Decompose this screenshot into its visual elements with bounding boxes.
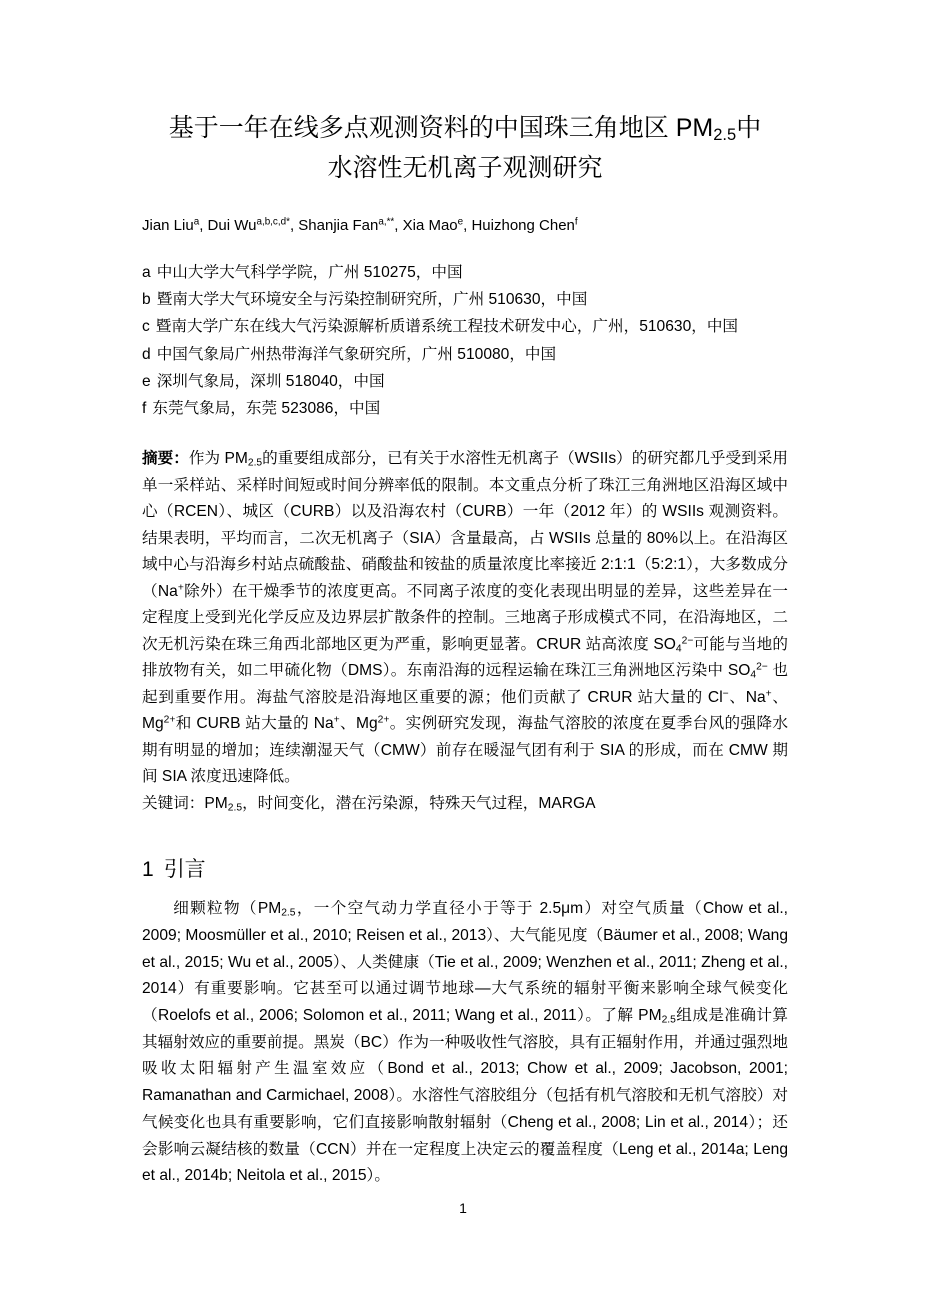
superscript: + bbox=[177, 582, 184, 594]
text-run: 、Na bbox=[728, 688, 766, 706]
subscript: 2.5 bbox=[281, 907, 296, 919]
superscript: a,** bbox=[378, 216, 395, 228]
affiliation-text: 深圳气象局，深圳 518040，中国 bbox=[156, 372, 385, 390]
affiliation-a bbox=[142, 259, 788, 286]
page-number: 1 bbox=[459, 1200, 467, 1216]
keywords-line bbox=[142, 791, 788, 818]
author-list bbox=[142, 215, 788, 237]
title-line-2: 水溶性无机离子观测研究 bbox=[327, 154, 603, 182]
text-run: 可能与当地的排放物有关，如二甲硫化物（DMS）。东南沿海的远程运输在珠江三角洲地区污染中 SO bbox=[142, 635, 788, 680]
superscript: a,b,c,d* bbox=[256, 216, 290, 228]
text-run: 除外）在干燥季节的浓度更高。不同离子浓度的变化表现出明显的差异，这些差异在一定程度上受到光化学反应及边界层扩散条件的控制。三地离子形成模式不同，在沿海地区，二次无机污染在珠三角西北部地区更为严重，影响更显著。CRUR 站高浓度 SO bbox=[142, 582, 788, 653]
affiliation-c bbox=[142, 313, 788, 340]
superscript: a bbox=[193, 216, 200, 228]
text-run: 也起到重要作用。海盐气溶胶是沿海地区重要的源；他们贡献了 CRUR 站大量的 Cl bbox=[142, 662, 788, 706]
superscript: + bbox=[765, 688, 772, 700]
title-line-1 bbox=[142, 108, 788, 148]
affiliation-label: b bbox=[142, 291, 151, 309]
superscript: − bbox=[722, 688, 729, 700]
section-heading bbox=[142, 855, 788, 885]
affiliation-label: e bbox=[142, 372, 151, 390]
subscript: 4 bbox=[675, 643, 682, 655]
text-run: 的重要组成部分，已有关于水溶性无机离子（WSIIs）的研究都几乎受到采用单一采样站、采样时间短或时间分辨率低的限制。本文重点分析了珠江三角洲地区沿海区域中心（RCEN）、城区（CURB）以及沿海农村（CURB）一年（2012 年）的 WSIIs 观测资料。结果表明，平均而言，二次无机离子（SIA）含量最高，占 WSIIs 总量的 80%以上。在沿海区域中心与沿海乡村站点硫酸盐、硝酸盐和铵盐的质量浓度比率接近 2:1:1（5:2:1），大多数成分（Na bbox=[142, 450, 788, 600]
text-run: ，一个空气动力学直径小于等于 2.5μm）对空气质量（Chow et al., 2009; Moosmüller et al., 2010; Reisen et al., 2013）、大气能见度（Bäumer et al., 2008; Wang et al., 2015; Wu et al., 2005）、人类健康（Tie et al., 2009; Wenzhen et al., 2011; Zheng et al., 2014）有重要影响。它甚至可以通过调节地球—大气系统的辐射平衡来影响全球气候变化（Roelofs et al., 2006; Solomon et al., 2011; Wang et al., 2011）。了解 PM bbox=[142, 900, 789, 1025]
affiliation-label: f bbox=[142, 400, 147, 418]
text-run: ，时间变化，潜在污染源，特殊天气过程，MARGA bbox=[242, 794, 596, 812]
text-run: , Huizhong Chen bbox=[463, 217, 575, 234]
superscript: 2− bbox=[681, 635, 694, 647]
superscript: 2− bbox=[756, 661, 768, 673]
paper-title bbox=[142, 108, 788, 188]
section-title: 引言 bbox=[163, 858, 206, 882]
text-run: , Xia Mao bbox=[394, 217, 458, 234]
affiliation-b bbox=[142, 286, 788, 313]
subscript: 2.5 bbox=[227, 802, 243, 814]
affiliation-label: a bbox=[142, 264, 151, 281]
affiliation-label: d bbox=[142, 345, 151, 363]
text-run: 组成是准确计算其辐射效应的重要前提。黑炭（BC）作为一种吸收性气溶胶，具有正辐射作用，并通过强烈地吸收太阳辐射产生温室效应（Bond et al., 2013; Chow et al., 2009; Jacobson, 2001; Ramanathan and Carmichael, 2008）。水溶性气溶胶组分（包括有机气溶胶和无机气溶胶）对气候变化也具有重要影响，它们直接影响散射辐射（Cheng et al., 2008; Lin et al., 2014）；还会影响云凝结核的数量（CCN）并在一定程度上决定云的覆盖程度（Leng et al., 2014a; Leng et al., 2014b; Neitola et al., 2015）。 bbox=[142, 1007, 788, 1185]
subscript: 4 bbox=[750, 669, 757, 681]
text-run: , Dui Wu bbox=[199, 217, 257, 234]
text-run: 关键词：PM bbox=[142, 794, 228, 812]
affiliation-e bbox=[142, 368, 788, 395]
affiliation-label: c bbox=[142, 318, 150, 336]
page-content bbox=[142, 108, 788, 1190]
affiliation-text: 暨南大学大气环境安全与污染控制研究所，广州 510630，中国 bbox=[156, 291, 588, 309]
text-run: Jian Liu bbox=[142, 217, 194, 234]
affiliation-f bbox=[142, 395, 788, 422]
text-run: 、Mg bbox=[339, 715, 378, 733]
superscript: e bbox=[457, 216, 464, 228]
subscript: 2.5 bbox=[247, 457, 263, 469]
affiliation-text: 东莞气象局，东莞 523086，中国 bbox=[152, 400, 381, 418]
section-number: 1 bbox=[142, 858, 154, 882]
affiliation-text: 中国气象局广州热带海洋气象研究所，广州 510080，中国 bbox=[156, 345, 557, 363]
introduction-paragraph bbox=[142, 896, 788, 1190]
text-run: 作为 PM bbox=[188, 450, 248, 468]
superscript: 2+ bbox=[377, 714, 390, 726]
superscript: + bbox=[333, 714, 340, 726]
subscript: 2.5 bbox=[661, 1014, 676, 1026]
affiliation-d bbox=[142, 341, 788, 368]
text-run: 和 CURB 站大量的 Na bbox=[175, 715, 334, 733]
affiliation-list bbox=[142, 259, 788, 422]
bold-label: 摘要： bbox=[142, 450, 189, 468]
text-run: 细颗粒物（PM bbox=[173, 900, 282, 918]
affiliation-text: 中山大学大气科学学院，广州 510275，中国 bbox=[156, 264, 463, 281]
superscript: f bbox=[574, 216, 578, 228]
text-run: , Shanjia Fan bbox=[289, 217, 379, 234]
text-run: 。实例研究发现，海盐气溶胶的浓度在夏季台风的强降水期有明显的增加；连续潮湿天气（CMW）前存在暖湿气团有利于 SIA 的形成，而在 CMW 期间 SIA 浓度迅速降低。 bbox=[142, 715, 788, 786]
superscript: 2+ bbox=[163, 714, 176, 726]
abstract-paragraph bbox=[142, 446, 788, 791]
text-run: 、Mg bbox=[142, 688, 788, 733]
text-run: 基于一年在线多点观测资料的中国珠三角地区 PM bbox=[168, 114, 714, 142]
text-run: 中 bbox=[736, 114, 762, 142]
affiliation-text: 暨南大学广东在线大气污染源解析质谱系统工程技术研发中心，广州，510630，中国 bbox=[155, 318, 739, 336]
subscript: 2.5 bbox=[713, 126, 737, 145]
